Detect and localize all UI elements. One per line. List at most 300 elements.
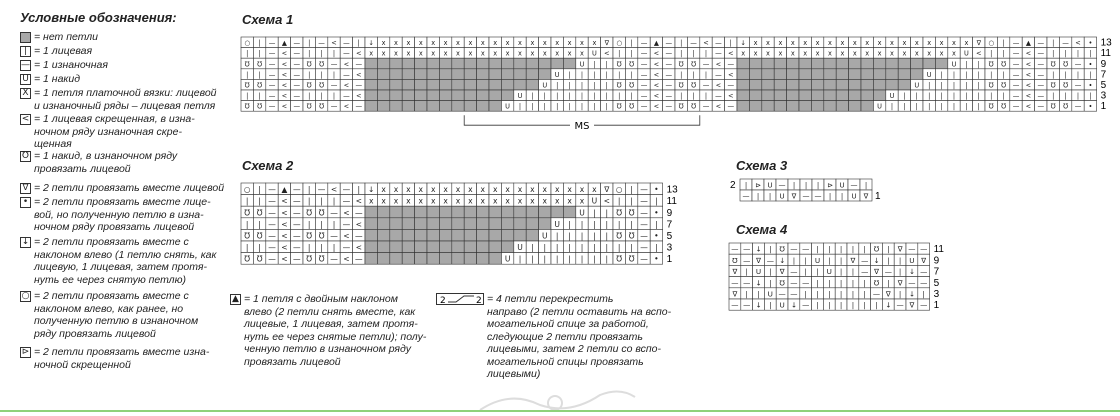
- legend-symbol-icon: Ʊ: [20, 151, 31, 162]
- chart-cell: [402, 253, 414, 265]
- svg-text:|: |: [258, 243, 261, 253]
- chart-cell: [1059, 58, 1071, 69]
- svg-text:x: x: [579, 185, 585, 195]
- chart-cell: [835, 299, 847, 310]
- svg-text:|: |: [768, 192, 772, 201]
- chart-cell: [365, 229, 377, 241]
- chart-cell: [687, 69, 699, 80]
- legend-item-text: = 1 лицевая: [34, 45, 93, 57]
- chart-cell: [741, 254, 753, 265]
- svg-text:Ʊ: Ʊ: [1050, 60, 1056, 69]
- chart-cell: [625, 241, 637, 253]
- chart-cell: [1022, 79, 1034, 90]
- chart-cell: [390, 218, 402, 230]
- legend-item-text: = 1 накид: [34, 73, 81, 85]
- svg-text:—: —: [640, 219, 648, 229]
- scheme1-title: Схема 1: [242, 12, 294, 27]
- svg-text:↓: ↓: [885, 300, 892, 310]
- chart-cell: [650, 229, 662, 241]
- chart-cell: [266, 79, 278, 90]
- chart-cell: [871, 243, 883, 254]
- chart-cell: [861, 58, 873, 69]
- chart-cell: [638, 241, 650, 253]
- svg-text:○: ○: [615, 185, 623, 195]
- chart-cell: [849, 37, 861, 48]
- chart-cell: [353, 206, 365, 218]
- chart-cell: [799, 79, 811, 90]
- scheme2-title: Схема 2: [242, 158, 294, 173]
- svg-text:|: |: [915, 102, 918, 111]
- chart-cell: [787, 90, 799, 101]
- svg-text:|: |: [580, 243, 584, 253]
- svg-text:<: <: [281, 92, 288, 101]
- chart-cell: [725, 48, 737, 59]
- chart-cell: [894, 265, 906, 276]
- chart-cell: [960, 48, 972, 59]
- chart-cell: [1084, 90, 1096, 101]
- svg-text:|: |: [332, 196, 336, 206]
- chart-cell: [303, 37, 315, 48]
- chart-cell: [477, 241, 489, 253]
- chart-cell: [390, 229, 402, 241]
- svg-text:↓: ↓: [368, 185, 375, 195]
- legend-item-text: = 2 петли провязать вместе лице- вой, но полученную петлю в изна- ночном ряду провязать лицевой: [34, 196, 211, 233]
- svg-text:↓: ↓: [740, 39, 746, 48]
- svg-text:∇: ∇: [604, 39, 610, 48]
- svg-text:x: x: [493, 49, 498, 58]
- chart-cell: [601, 229, 613, 241]
- chart-cell: [514, 58, 526, 69]
- svg-text:|: |: [580, 70, 584, 79]
- svg-text:<: <: [356, 70, 362, 79]
- svg-text:∇: ∇: [791, 192, 797, 201]
- svg-text:|: |: [828, 255, 831, 265]
- svg-text:Ʊ: Ʊ: [256, 254, 263, 264]
- svg-text:Ʊ: Ʊ: [1063, 81, 1069, 90]
- row-number: 2: [730, 180, 736, 191]
- svg-text:|: |: [258, 196, 261, 206]
- chart-cell: [835, 277, 847, 288]
- svg-text:|: |: [903, 92, 906, 101]
- svg-text:|: |: [308, 92, 311, 101]
- chart-cell: [253, 58, 265, 69]
- svg-text:Ʊ: Ʊ: [678, 102, 684, 111]
- chart-cell: [859, 243, 871, 254]
- svg-text:↓: ↓: [755, 244, 762, 254]
- chart-cell: [871, 299, 883, 310]
- chart-cell: [278, 229, 290, 241]
- svg-text:—: —: [802, 192, 810, 201]
- svg-text:|: |: [828, 300, 831, 310]
- svg-text:x: x: [505, 196, 510, 206]
- svg-text:—: —: [850, 181, 858, 190]
- chart-cell: [266, 69, 278, 80]
- chart-cell: [787, 101, 799, 112]
- svg-text:—: —: [293, 219, 301, 229]
- chart-cell: [650, 79, 662, 90]
- chart-cell: [1010, 101, 1022, 112]
- chart-cell: [315, 101, 327, 112]
- svg-text:∇: ∇: [921, 255, 927, 265]
- chart-cell: [452, 218, 464, 230]
- chart-cell: [365, 253, 377, 265]
- svg-text:|: |: [816, 244, 819, 254]
- chart-cell: [315, 37, 327, 48]
- chart-cell: [650, 253, 662, 265]
- svg-text:|: |: [357, 185, 361, 195]
- row-number: 7: [933, 266, 940, 278]
- svg-text:|: |: [245, 243, 249, 253]
- svg-text:|: |: [258, 92, 261, 101]
- svg-text:|: |: [258, 219, 261, 229]
- svg-text:|: |: [320, 243, 323, 253]
- svg-text:|: |: [1089, 70, 1092, 79]
- chart-cell: [923, 69, 935, 80]
- chart-cell: [906, 288, 918, 299]
- chart-cell: [753, 288, 765, 299]
- chart-cell: [514, 195, 526, 207]
- svg-text:Ʊ: Ʊ: [779, 244, 785, 254]
- chart-cell: [278, 101, 290, 112]
- chart-cell: [415, 101, 427, 112]
- svg-text:|: |: [357, 39, 360, 48]
- chart-cell: [911, 37, 923, 48]
- svg-text:x: x: [579, 196, 585, 206]
- svg-text:|: |: [952, 70, 956, 79]
- legend-symbol-icon: —: [21, 60, 30, 70]
- svg-text:—: —: [330, 81, 338, 90]
- chart-cell: [340, 253, 352, 265]
- svg-text:x: x: [865, 49, 870, 58]
- svg-text:—: —: [702, 81, 710, 90]
- svg-text:|: |: [246, 70, 249, 79]
- chart-cell: [675, 79, 687, 90]
- chart-cell: [501, 183, 513, 195]
- svg-text:U: U: [554, 219, 560, 229]
- svg-text:|: |: [769, 300, 772, 310]
- row-number: 11: [933, 244, 944, 256]
- chart-cell: [997, 48, 1009, 59]
- svg-text:—: —: [872, 289, 881, 299]
- svg-text:—: —: [293, 185, 301, 195]
- note-cable-cross-text: = 4 петли перекрестить направо (2 петли оставить на вспо- могательной спице за работой, следующие 2 петли провязать лицевыми, затем 2 петли со вспо- могательной спицы провязать лицевыми): [487, 293, 672, 380]
- svg-text:<: <: [1025, 92, 1032, 101]
- svg-text:|: |: [680, 39, 683, 48]
- chart-cell: [588, 37, 600, 48]
- chart-cell: [576, 195, 588, 207]
- chart-cell: [489, 69, 501, 80]
- chart-cell: [427, 37, 439, 48]
- chart-cell: [241, 69, 253, 80]
- svg-text:—: —: [640, 231, 648, 241]
- chart-cell: [402, 218, 414, 230]
- chart-cell: [266, 90, 278, 101]
- svg-text:∇: ∇: [604, 185, 610, 195]
- svg-text:—: —: [665, 102, 673, 111]
- chart-cell: [291, 69, 303, 80]
- svg-text:|: |: [828, 192, 832, 201]
- chart-cell: [315, 90, 327, 101]
- chart-cell: [427, 218, 439, 230]
- svg-text:<: <: [281, 49, 288, 58]
- chart-cell: [812, 254, 824, 265]
- svg-text:x: x: [902, 39, 907, 48]
- chart-cell: [390, 69, 402, 80]
- svg-text:x: x: [542, 185, 548, 195]
- svg-text:x: x: [554, 196, 560, 206]
- svg-text:<: <: [715, 60, 722, 69]
- chart-cell: [365, 101, 377, 112]
- chart-cell: [613, 206, 625, 218]
- chart-cell: [1010, 69, 1022, 80]
- svg-text:x: x: [554, 185, 560, 195]
- chart-cell: [563, 37, 575, 48]
- chart-cell: [675, 101, 687, 112]
- svg-text:—: —: [640, 60, 648, 69]
- chart-cell: [725, 37, 737, 48]
- chart-cell: [291, 58, 303, 69]
- svg-text:x: x: [468, 196, 473, 206]
- chart-cell: [390, 195, 402, 207]
- svg-text:—: —: [268, 60, 276, 69]
- chart-cell: [365, 90, 377, 101]
- svg-text:|: |: [605, 70, 608, 79]
- chart-cell: [1047, 79, 1059, 90]
- svg-text:|: |: [568, 243, 571, 253]
- chart-cell: [340, 79, 352, 90]
- svg-text:⊳: ⊳: [755, 181, 761, 190]
- chart-cell: [753, 243, 765, 254]
- chart-cell: [563, 69, 575, 80]
- chart-cell: [390, 90, 402, 101]
- svg-text:|: |: [556, 81, 559, 90]
- chart-cell: [253, 37, 265, 48]
- svg-text:x: x: [480, 49, 485, 58]
- chart-cell: [835, 243, 847, 254]
- svg-text:x: x: [542, 39, 547, 48]
- svg-text:<: <: [1075, 39, 1081, 48]
- chart-cell: [278, 48, 290, 59]
- chart-cell: [948, 90, 960, 101]
- chart-cell: [800, 288, 812, 299]
- chart-cell: [788, 299, 800, 310]
- chart-cell: [576, 37, 588, 48]
- chart-cell: [898, 90, 910, 101]
- svg-text:—: —: [1074, 60, 1082, 69]
- legend-symbol-icon: ∇: [20, 183, 31, 194]
- chart-cell: [601, 37, 613, 48]
- svg-text:—: —: [343, 39, 350, 48]
- svg-text:|: |: [630, 185, 633, 195]
- legend-item-text: = 1 лицевая скрещенная, в изна- ночном ряду изнаночная скре- щенная: [34, 113, 195, 150]
- svg-text:|: |: [965, 70, 968, 79]
- chart-cell: [886, 58, 898, 69]
- svg-text:|: |: [320, 196, 323, 206]
- chart-cell: [501, 229, 513, 241]
- svg-text:—: —: [330, 231, 338, 241]
- svg-text:|: |: [851, 244, 855, 254]
- chart-cell: [800, 254, 812, 265]
- chart-cell: [415, 37, 427, 48]
- svg-text:|: |: [568, 219, 571, 229]
- svg-text:x: x: [393, 185, 399, 195]
- chart-cell: [588, 253, 600, 265]
- chart-cell: [948, 48, 960, 59]
- svg-text:|: |: [518, 102, 522, 111]
- svg-text:|: |: [580, 231, 584, 241]
- chart-cell: [1059, 48, 1071, 59]
- svg-text:<: <: [728, 92, 734, 101]
- chart-cell: [787, 48, 799, 59]
- chart-cell: [551, 183, 563, 195]
- svg-text:<: <: [703, 39, 709, 48]
- scheme3-chart: [728, 178, 918, 208]
- svg-text:—: —: [330, 254, 338, 264]
- chart-cell: [439, 101, 451, 112]
- chart-cell: [836, 58, 848, 69]
- svg-text:—: —: [293, 231, 301, 241]
- chart-cell: [753, 277, 765, 288]
- svg-text:x: x: [567, 185, 572, 195]
- svg-text:|: |: [990, 92, 993, 101]
- svg-text:∇: ∇: [976, 39, 982, 48]
- chart-cell: [588, 229, 600, 241]
- chart-cell: [923, 101, 935, 112]
- svg-text:Ʊ: Ʊ: [988, 102, 994, 111]
- svg-text:|: |: [840, 192, 844, 201]
- chart-cell: [489, 195, 501, 207]
- svg-text:x: x: [369, 49, 374, 58]
- chart-cell: [278, 218, 290, 230]
- svg-text:—: —: [665, 60, 673, 69]
- svg-text:x: x: [877, 49, 882, 58]
- svg-text:○: ○: [244, 39, 251, 48]
- chart-cell: [740, 179, 752, 190]
- svg-text:<: <: [343, 81, 350, 90]
- chart-cell: [741, 288, 753, 299]
- chart-cell: [836, 37, 848, 48]
- chart-cell: [918, 265, 930, 276]
- svg-text:|: |: [1076, 70, 1080, 79]
- chart-cell: [539, 183, 551, 195]
- svg-text:|: |: [308, 39, 311, 48]
- chart-cell: [241, 183, 253, 195]
- chart-cell: [788, 277, 800, 288]
- chart-cell: [725, 79, 737, 90]
- chart-cell: [1084, 79, 1096, 90]
- svg-text:Ʊ: Ʊ: [244, 102, 250, 111]
- chart-cell: [588, 69, 600, 80]
- chart-cell: [328, 48, 340, 59]
- svg-text:—: —: [861, 255, 869, 265]
- chart-cell: [539, 206, 551, 218]
- chart-cell: [764, 265, 776, 276]
- chart-cell: [477, 206, 489, 218]
- chart-cell: [675, 58, 687, 69]
- chart-cell: [539, 58, 551, 69]
- chart-cell: [935, 101, 947, 112]
- svg-text:—: —: [293, 102, 301, 111]
- chart-cell: [823, 299, 835, 310]
- chart-cell: [741, 265, 753, 276]
- svg-text:|: |: [1064, 70, 1067, 79]
- row-number: 3: [933, 289, 940, 300]
- chart-cell: [1072, 48, 1084, 59]
- chart-cell: [514, 218, 526, 230]
- chart-cell: [514, 241, 526, 253]
- svg-text:Ʊ: Ʊ: [244, 208, 251, 218]
- note-double-decrease: [230, 293, 426, 368]
- chart-cell: [576, 218, 588, 230]
- legend-item-text: = 1 изнаночная: [34, 59, 108, 71]
- svg-text:x: x: [443, 196, 448, 206]
- chart-cell: [788, 243, 800, 254]
- svg-text:∇: ∇: [885, 289, 891, 299]
- chart-cell: [377, 253, 389, 265]
- chart-cell: [650, 48, 662, 59]
- chart-cell: [303, 79, 315, 90]
- chart-cell: [377, 241, 389, 253]
- chart-cell: [1072, 90, 1084, 101]
- svg-text:—: —: [343, 92, 350, 101]
- row-number: 13: [1100, 37, 1112, 49]
- chart-cell: [328, 229, 340, 241]
- svg-text:x: x: [790, 39, 795, 48]
- chart-cell: [811, 69, 823, 80]
- svg-text:|: |: [839, 289, 843, 299]
- svg-text:|: |: [605, 102, 608, 111]
- chart-cell: [625, 79, 637, 90]
- svg-text:x: x: [914, 49, 919, 58]
- chart-cell: [563, 101, 575, 112]
- svg-text:x: x: [394, 49, 398, 58]
- chart-cell: [576, 79, 588, 90]
- chart-cell: [625, 206, 637, 218]
- chart-cell: [526, 195, 538, 207]
- chart-cell: [753, 265, 765, 276]
- svg-text:x: x: [430, 196, 436, 206]
- chart-cell: [836, 190, 848, 201]
- chart-cell: [489, 101, 501, 112]
- chart-cell: [452, 58, 464, 69]
- chart-cell: [749, 101, 761, 112]
- svg-text:x: x: [430, 185, 436, 195]
- chart-cell: [886, 37, 898, 48]
- chart-cell: [514, 79, 526, 90]
- chart-cell: [563, 79, 575, 90]
- chart-cell: [377, 183, 389, 195]
- chart-cell: [788, 288, 800, 299]
- chart-cell: [985, 37, 997, 48]
- chart-cell: [464, 195, 476, 207]
- svg-text:Ʊ: Ʊ: [319, 60, 325, 69]
- chart-cell: [489, 79, 501, 90]
- svg-text:↓: ↓: [755, 278, 762, 288]
- chart-cell: [303, 183, 315, 195]
- chart-cell: [464, 37, 476, 48]
- svg-text:x: x: [828, 39, 832, 48]
- chart-cell: [551, 206, 563, 218]
- chart-cell: [973, 79, 985, 90]
- chart-cell: [439, 183, 451, 195]
- chart-cell: [737, 90, 749, 101]
- svg-text:|: |: [605, 208, 609, 218]
- chart-cell: [402, 241, 414, 253]
- svg-text:|: |: [593, 60, 596, 69]
- chart-cell: [278, 195, 290, 207]
- svg-text:|: |: [630, 196, 633, 206]
- chart-cell: [638, 79, 650, 90]
